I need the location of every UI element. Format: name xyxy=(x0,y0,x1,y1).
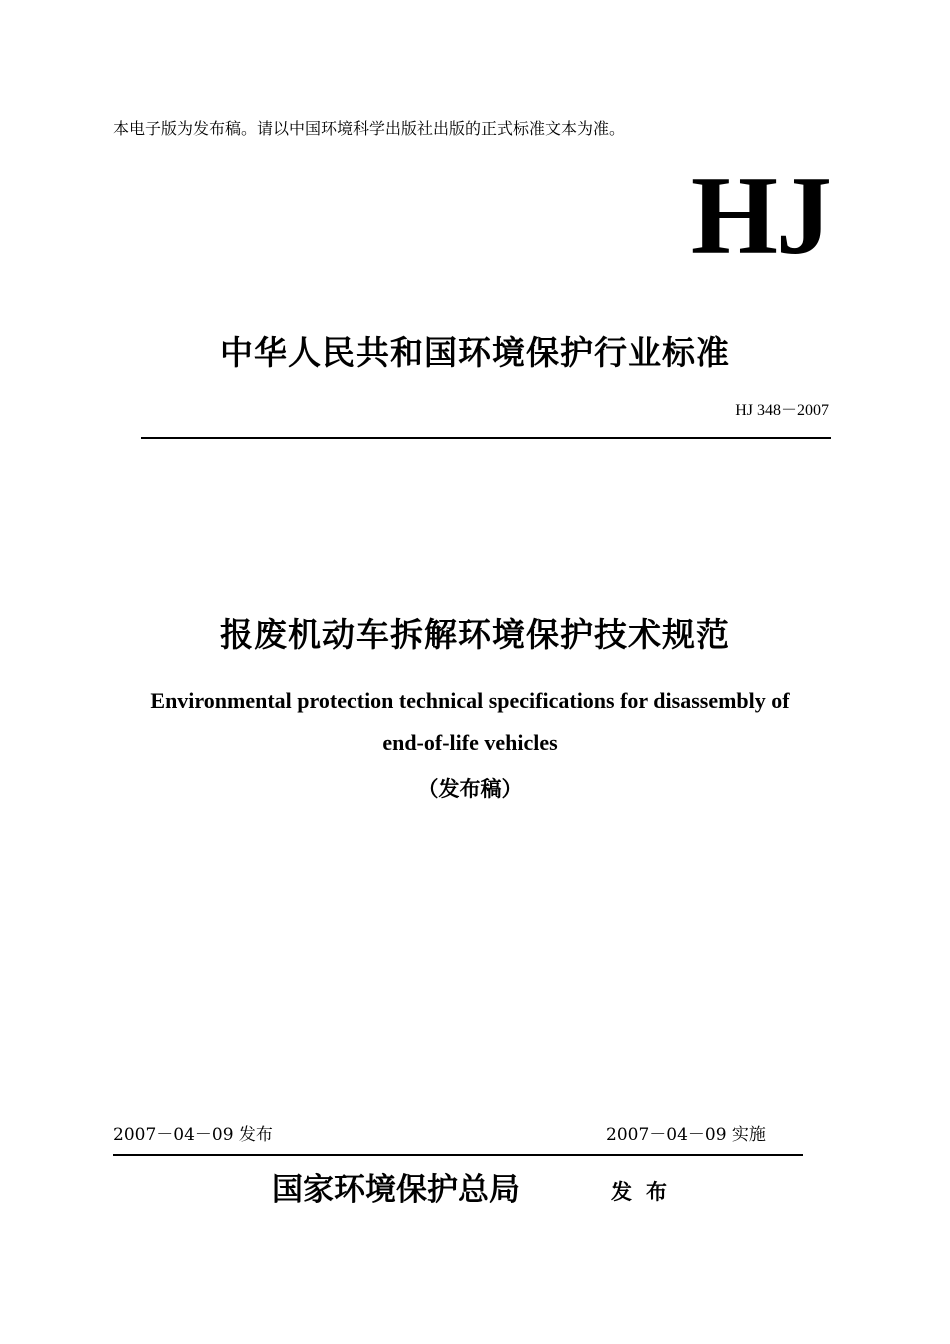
bottom-divider xyxy=(113,1154,803,1156)
issue-date: 2007－04－09 发布 xyxy=(113,1125,273,1145)
document-title-english-line-1: Environmental protection technical specifications for disassembly of xyxy=(150,688,790,713)
implementation-date: 2007－04－09 实施 xyxy=(606,1125,766,1145)
publisher-name: 国家环境保护总局 xyxy=(272,1172,520,1208)
top-divider xyxy=(141,437,831,439)
standard-number: HJ 348－2007 xyxy=(735,402,829,419)
document-title-english-line-2: end-of-life vehicles xyxy=(382,730,558,755)
electronic-version-notice: 本电子版为发布稿。请以中国环境科学出版社出版的正式标准文本为准。 xyxy=(113,119,626,138)
document-title-chinese: 报废机动车拆解环境保护技术规范 xyxy=(220,615,730,654)
hj-logo: HJ xyxy=(690,154,830,278)
draft-status-label: （发布稿） xyxy=(417,777,523,801)
standard-category-title: 中华人民共和国环境保护行业标准 xyxy=(220,333,730,372)
publish-label: 发布 xyxy=(611,1180,681,1204)
